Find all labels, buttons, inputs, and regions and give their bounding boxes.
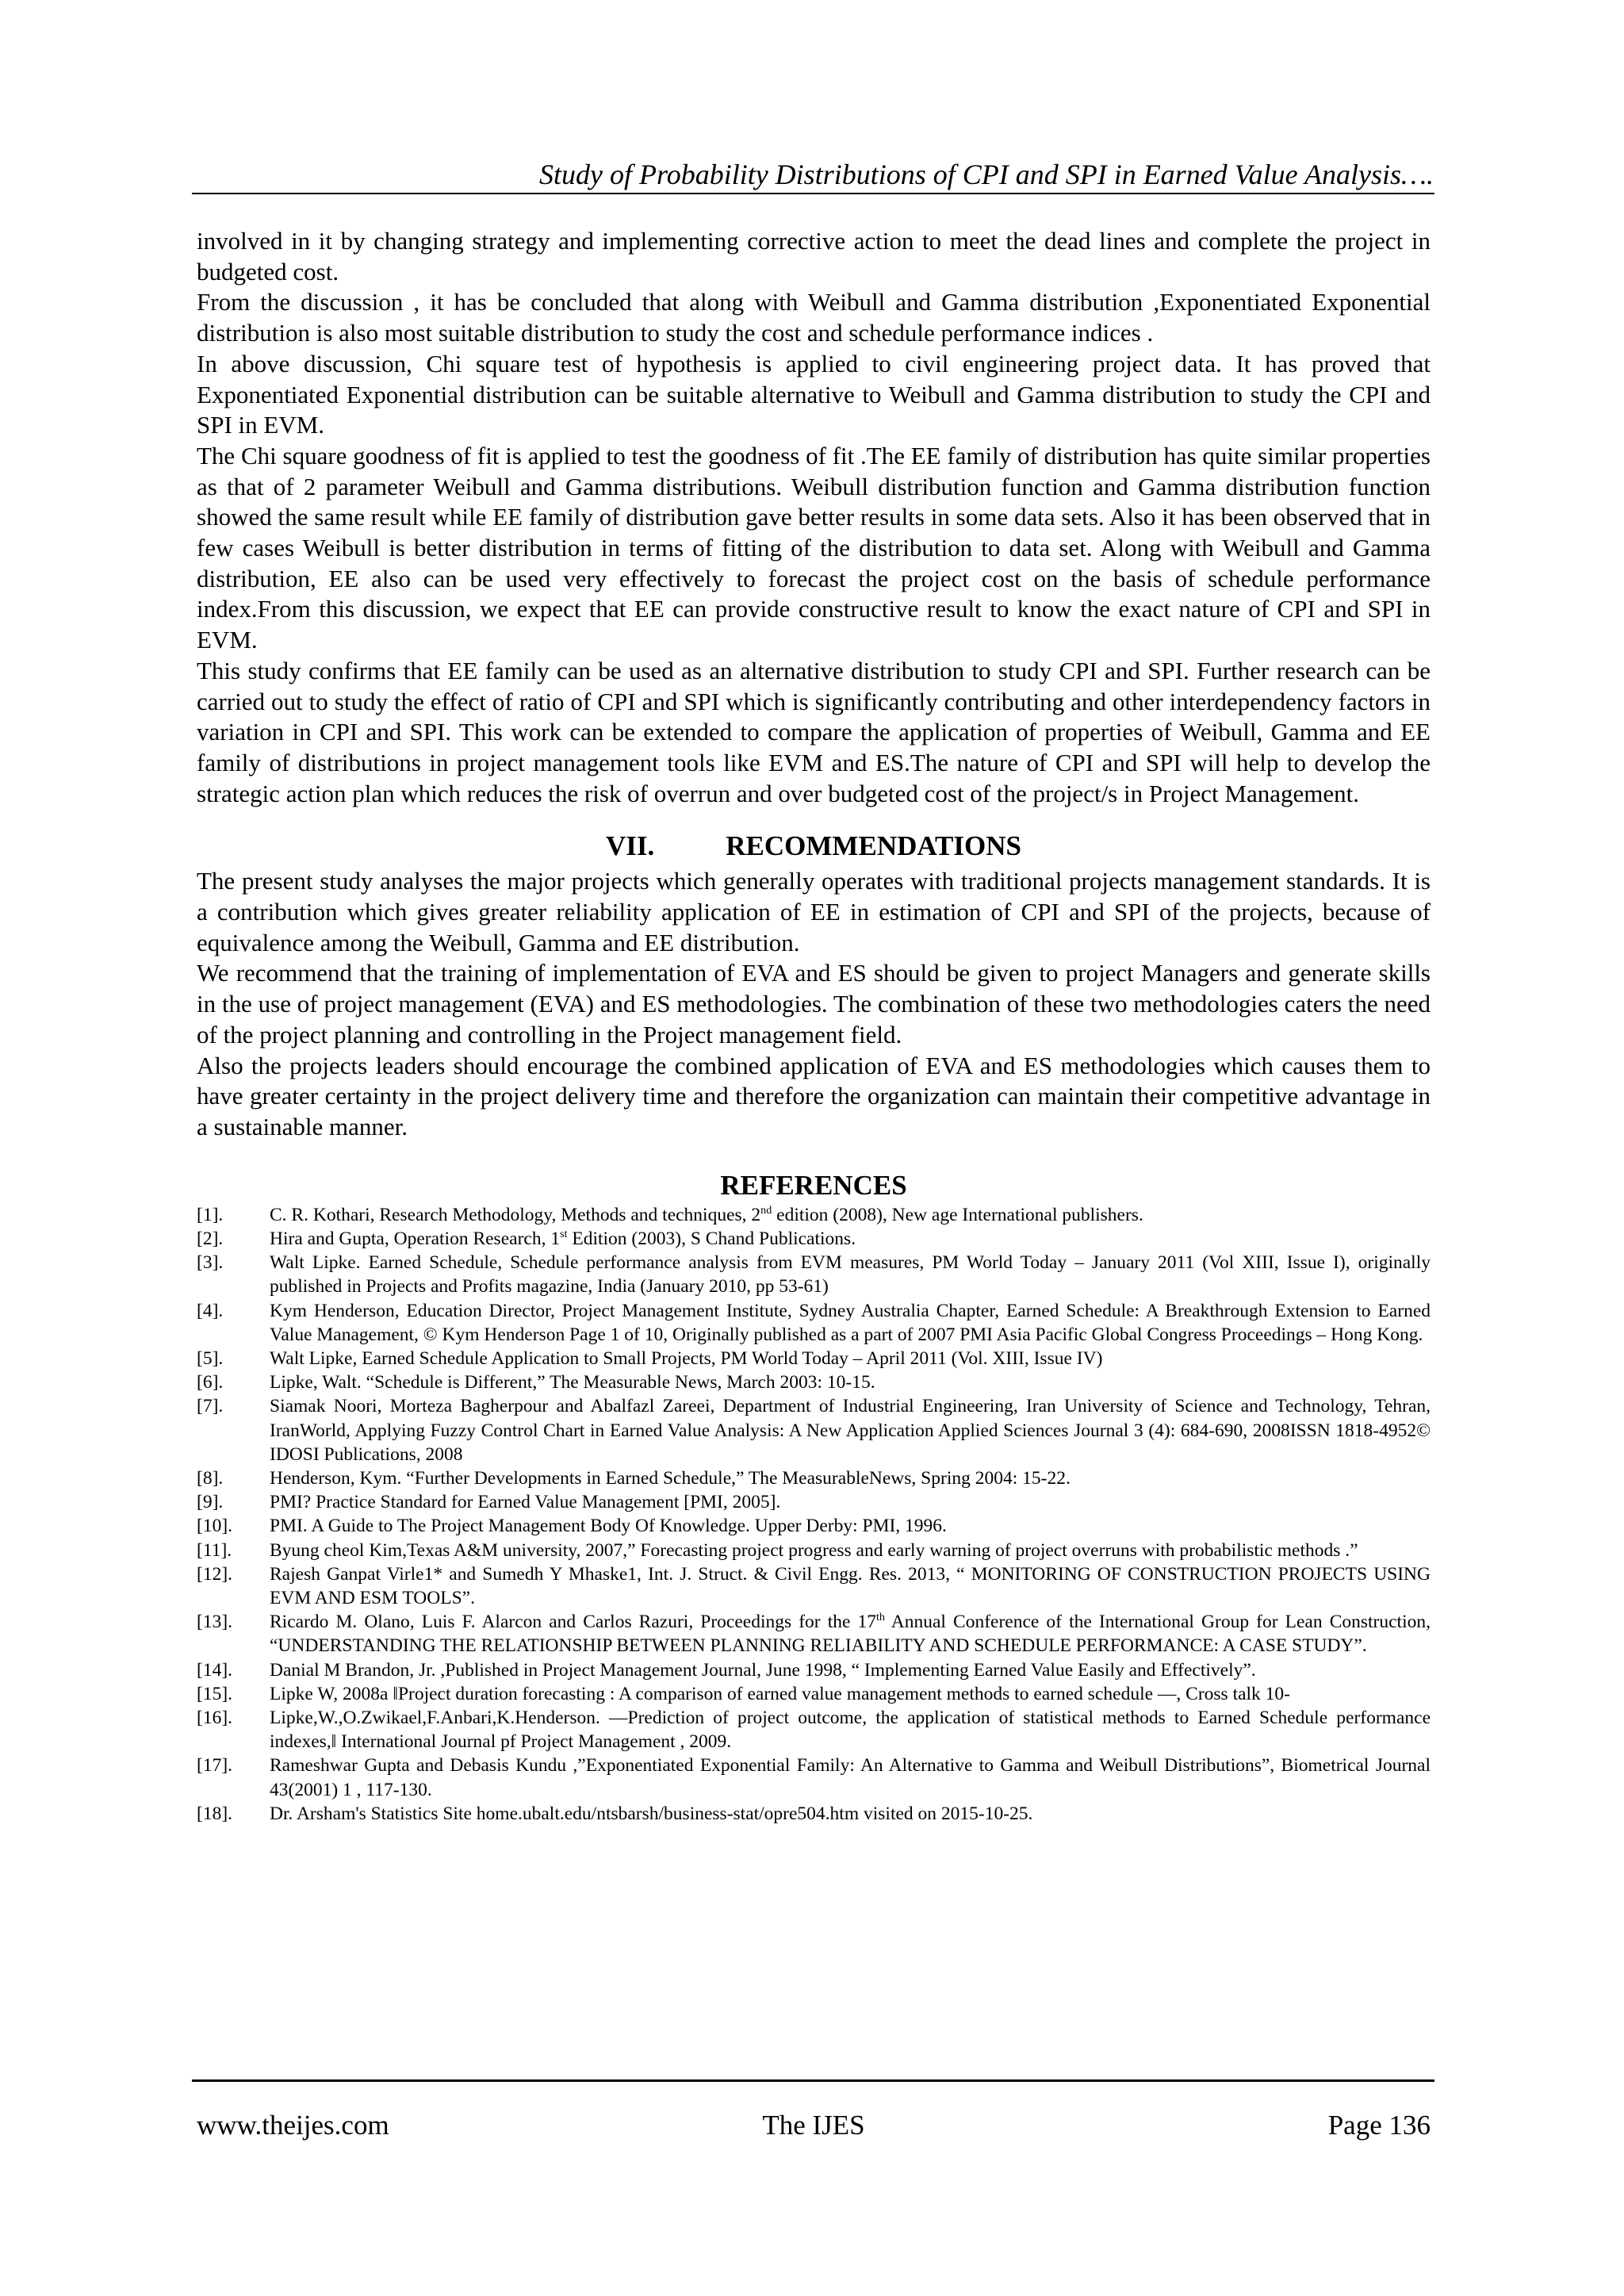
reference-text: Kym Henderson, Education Director, Project Management Institute, Sydney Australia Chapter, Earned Schedule: A Breakthrough Extension to Earned Value Management, © Kym Henderson Page 1 of 10, Originally published as a part of 2007 PMI Asia Pacific Global Congress Proceedings – Hong Kong.: [270, 1300, 1431, 1345]
body-paragraph: This study confirms that EE family can be used as an alternative distribution to study CPI and SPI. Further research can be carried out to study the effect of ratio of CPI and SPI which is significantly contributing and other interdependency factors in variation in CPI and SPI. This work can be extended to compare the application of properties of Weibull, Gamma and EE family of distributions in project management tools like EVM and ES.The nature of CPI and SPI will help to develop the strategic action plan which reduces the risk of overrun and over budgeted cost of the project/s in Project Management.: [197, 656, 1431, 807]
reference-number: [10].: [197, 1516, 233, 1537]
reference-number: [2].: [197, 1228, 224, 1249]
running-header: Study of Probability Distributions of CPI and SPI in Earned Value Analysis….: [539, 159, 1434, 190]
reference-item: [197, 1490, 1431, 1514]
recommendations-paragraph: We recommend that the training of implementation of EVA and ES should be given to project Managers and generate skills in the use of project management (EVA) and ES methodologies. The combination of these two methodologies caters the need of the project planning and controlling in the Project management field.: [197, 959, 1431, 1048]
reference-text: Lipke,W.,O.Zwikael,F.Anbari,K.Henderson. ―Prediction of project outcome, the application of statistical methods to Earned Schedule performance indexes,‖ International Journal pf Project Management , 2009.: [270, 1707, 1431, 1753]
reference-item: [197, 1251, 1431, 1298]
body-paragraph: In above discussion, Chi square test of hypothesis is applied to civil engineering project data. It has proved that Exponentiated Exponential distribution can be suitable alternative to Weibull and Gamma distribution to study the CPI and SPI in EVM.: [197, 349, 1431, 439]
page-body: [197, 226, 1431, 1826]
reference-item: [197, 1562, 1431, 1610]
reference-item: [197, 1299, 1431, 1347]
reference-item: [197, 1754, 1431, 1801]
reference-text: Danial M Brandon, Jr. ,Published in Project Management Journal, June 1998, “ Implementing Earned Value Easily and Effectively”.: [270, 1659, 1256, 1681]
reference-item: [197, 1227, 1431, 1251]
reference-item: [197, 1610, 1431, 1658]
reference-number: [4].: [197, 1300, 224, 1321]
recommendations-heading: [197, 830, 1431, 863]
reference-number: [6].: [197, 1372, 224, 1393]
reference-number: [3].: [197, 1252, 224, 1274]
footer-page-number: Page 136: [1327, 2110, 1431, 2141]
reference-text: edition (2008), New age International publishers.: [772, 1204, 1143, 1225]
page-footer: [197, 2108, 1431, 2143]
reference-text: Lipke, Walt. “Schedule is Different,” The Measurable News, March 2003: 10-15.: [270, 1372, 875, 1393]
reference-number: [14].: [197, 1659, 233, 1681]
references-heading: REFERENCES: [720, 1169, 907, 1201]
reference-number: [15].: [197, 1683, 233, 1704]
reference-text: Rajesh Ganpat Virle1* and Sumedh Y Mhaske1, Int. J. Struct. & Civil Engg. Res. 2013, “ MONITORING OF CONSTRUCTION PROJECTS USING EVM AND ESM TOOLS”.: [270, 1563, 1431, 1608]
reference-superscript: st: [560, 1228, 568, 1241]
body-paragraph: From the discussion , it has be concluded that along with Weibull and Gamma distribution ,Exponentiated Exponential distribution is also most suitable distribution to study the cost and schedule performance indices .: [197, 288, 1431, 347]
reference-text: Ricardo M. Olano, Luis F. Alarcon and Carlos Razuri, Proceedings for the 17: [270, 1612, 877, 1633]
reference-number: [1].: [197, 1204, 224, 1225]
reference-item: [197, 1682, 1431, 1706]
reference-number: [16].: [197, 1707, 233, 1728]
recommendations-paragraph: The present study analyses the major projects which generally operates with traditional projects management standards. It is a contribution which gives greater reliability application of EE in estimation of CPI and SPI of the projects, because of equivalence among the Weibull, Gamma and EE distribution.: [197, 867, 1431, 956]
section-number: VII.: [606, 830, 655, 862]
reference-number: [18].: [197, 1803, 233, 1824]
reference-number: [9].: [197, 1492, 224, 1513]
reference-item: [197, 1347, 1431, 1370]
reference-item: [197, 1466, 1431, 1490]
reference-number: [8].: [197, 1467, 224, 1489]
reference-number: [13].: [197, 1612, 233, 1633]
reference-number: [5].: [197, 1347, 224, 1369]
reference-item: [197, 1658, 1431, 1682]
reference-text: Annual Conference of the International Group for Lean Construction, “UNDERSTANDING THE RELATIONSHIP BETWEEN PLANNING RELIABILITY AND SCHEDULE PERFORMANCE: A CASE STUDY”.: [270, 1612, 1431, 1657]
reference-item: [197, 1514, 1431, 1538]
reference-text: Edition (2003), S Chand Publications.: [567, 1228, 856, 1249]
reference-item: [197, 1203, 1431, 1227]
reference-superscript: th: [876, 1611, 885, 1624]
recommendations-paragraph: Also the projects leaders should encourage the combined application of EVA and ES methodologies which causes them to have greater certainty in the project delivery time and therefore the organization can maintain their competitive advantage in a sustainable manner.: [197, 1051, 1431, 1140]
reference-number: [7].: [197, 1396, 224, 1417]
reference-number: [17].: [197, 1755, 233, 1777]
reference-text: Lipke W, 2008a ‖Project duration forecasting : A comparison of earned value management methods to earned schedule ―, Cross talk 10-: [270, 1683, 1291, 1704]
reference-text: PMI. A Guide to The Project Management Body Of Knowledge. Upper Derby: PMI, 1996.: [270, 1516, 947, 1537]
reference-text: Rameshwar Gupta and Debasis Kundu ,”Exponentiated Exponential Family: An Alternative to Gamma and Weibull Distributions”, Biometrical Journal 43(2001) 1 , 117-130.: [270, 1755, 1431, 1800]
reference-text: C. R. Kothari, Research Methodology, Methods and techniques, 2: [270, 1204, 761, 1225]
reference-text: Dr. Arsham's Statistics Site home.ubalt.edu/ntsbarsh/business-stat/opre504.htm visited on 2015-10-25.: [270, 1803, 1033, 1824]
reference-text: Byung cheol Kim,Texas A&M university, 2007,” Forecasting project progress and early warning of project overruns with probabilistic methods .”: [270, 1539, 1358, 1561]
reference-text: Walt Lipke. Earned Schedule, Schedule performance analysis from EVM measures, PM World Today – January 2011 (Vol XIII, Issue I), originally published in Projects and Profits magazine, India (January 2010, pp 53-61): [270, 1252, 1431, 1297]
reference-text: Hira and Gupta, Operation Research, 1: [270, 1228, 561, 1249]
reference-text: Walt Lipke, Earned Schedule Application to Small Projects, PM World Today – April 2011 (Vol. XIII, Issue IV): [270, 1347, 1103, 1369]
reference-text: Siamak Noori, Morteza Bagherpour and Abalfazl Zareei, Department of Industrial Engineering, Iran University of Science and Technology, Tehran, IranWorld, Applying Fuzzy Control Chart in Earned Value Analysis: A New Application Applied Sciences Journal 3 (4): 684-690, 2008ISSN 1818-4952© IDOSI Publications, 2008: [270, 1396, 1431, 1465]
reference-item: [197, 1370, 1431, 1394]
reference-superscript: nd: [760, 1203, 772, 1217]
reference-text: PMI? Practice Standard for Earned Value Management [PMI, 2005].: [270, 1492, 781, 1513]
reference-item: [197, 1539, 1431, 1562]
reference-number: [12].: [197, 1563, 233, 1585]
reference-item: [197, 1706, 1431, 1754]
reference-item: [197, 1802, 1431, 1826]
body-paragraph: involved in it by changing strategy and implementing corrective action to meet the dead lines and complete the project in budgeted cost.: [197, 227, 1431, 286]
section-title: RECOMMENDATIONS: [726, 830, 1021, 862]
footer-website: www.theijes.com: [197, 2110, 389, 2141]
footer-journal: The IJES: [762, 2110, 865, 2141]
header-rule: [192, 193, 1434, 194]
footer-rule: [192, 2079, 1434, 2082]
reference-text: Henderson, Kym. “Further Developments in Earned Schedule,” The MeasurableNews, Spring 2004: 15-22.: [270, 1467, 1071, 1489]
body-paragraph: The Chi square goodness of fit is applied to test the goodness of fit .The EE family of distribution has quite similar properties as that of 2 parameter Weibull and Gamma distributions. Weibull distribution function and Gamma distribution function showed the same result while EE family of distribution gave better results in some data sets. Also it has been observed that in few cases Weibull is better distribution in terms of fitting of the distribution to data set. Along with Weibull and Gamma distribution, EE also can be used very effectively to forecast the project cost on the basis of schedule performance index.From this discussion, we expect that EE can provide constructive result to know the exact nature of CPI and SPI in EVM.: [197, 441, 1431, 654]
reference-item: [197, 1394, 1431, 1466]
reference-number: [11].: [197, 1539, 232, 1561]
references-list: [197, 1203, 1431, 1826]
